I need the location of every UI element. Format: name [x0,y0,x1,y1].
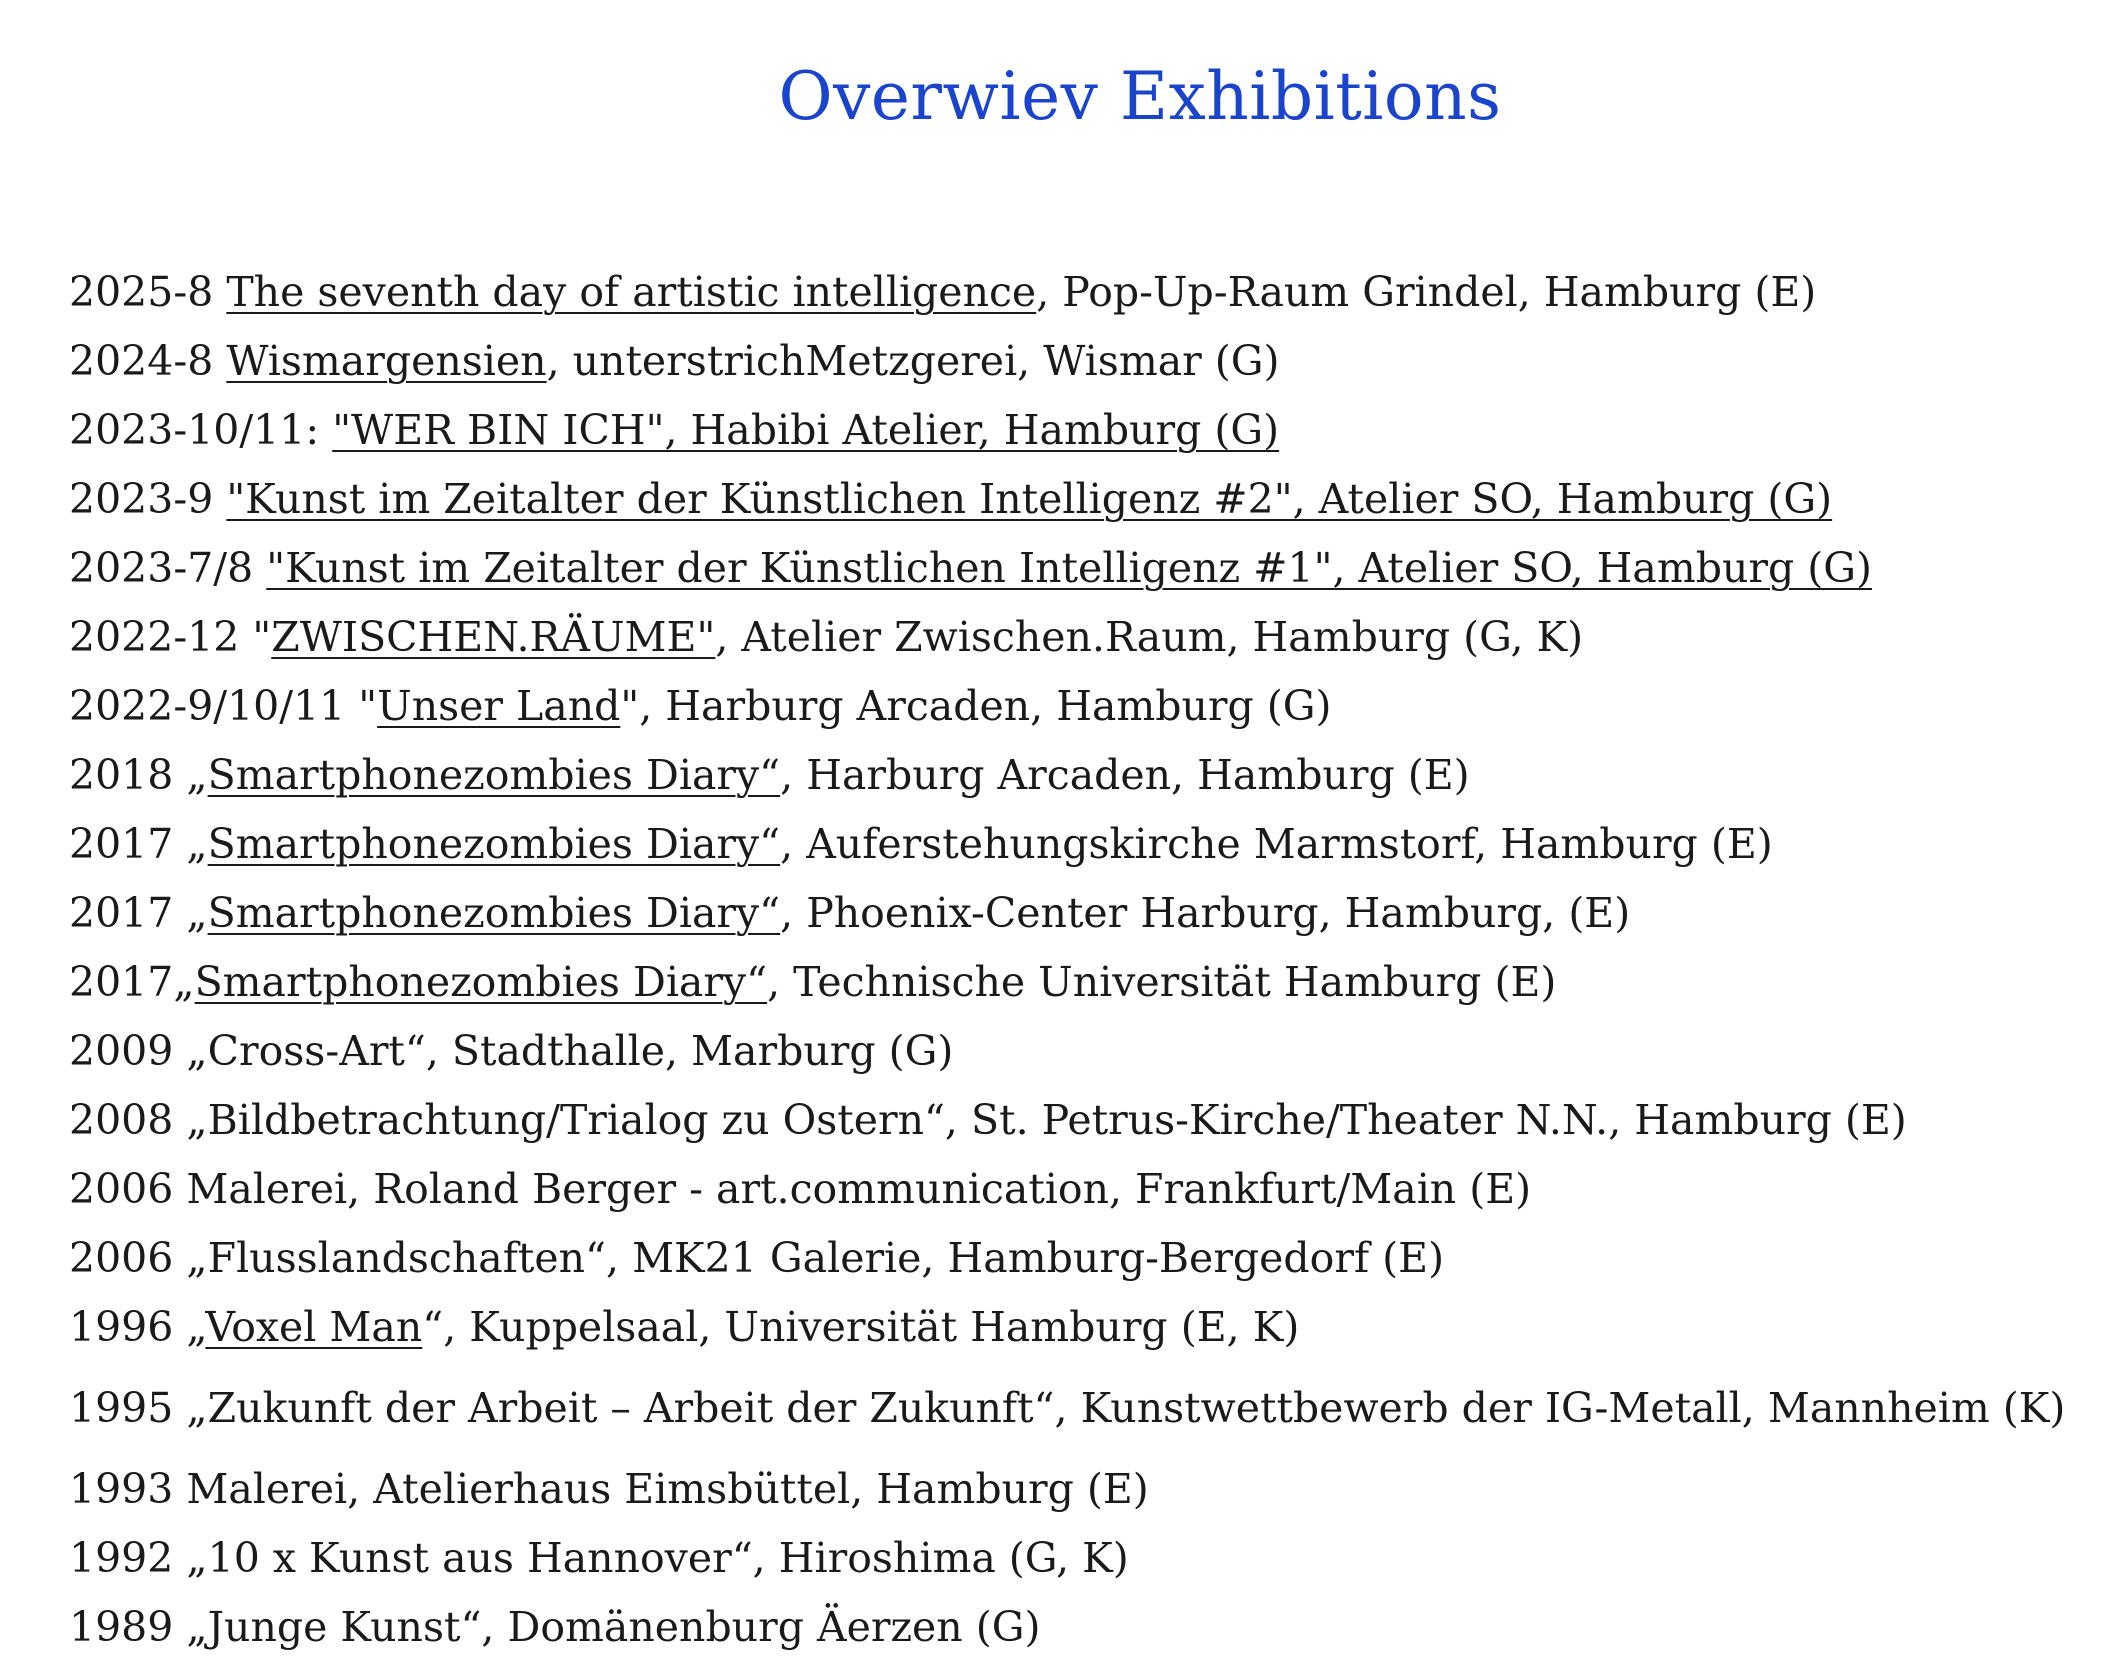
page-title: Overwiev Exhibitions [778,58,1502,135]
item-text: 2023-9 [69,475,227,523]
item-text: “, Kuppelsaal, Universität Hamburg (E, K) [422,1303,1300,1351]
list-item [69,741,2065,810]
exhibition-link[interactable]: Smartphonezombies Diary“ [207,820,781,868]
item-text: ", Harburg Arcaden, Hamburg (G) [620,682,1332,730]
item-text: 1992 „10 x Kunst aus Hannover“, Hiroshima (G, K) [69,1534,1129,1582]
item-text: 1995 „Zukunft der Arbeit – Arbeit der Zukunft“, Kunstwettbewerb der IG-Metall, Mannheim (K) [69,1384,2066,1432]
item-text: , Pop-Up-Raum Grindel, Hamburg (E) [1036,268,1817,316]
list-item [69,948,2065,1017]
list-item [69,327,2065,396]
list-item [69,1524,2065,1593]
list-item [69,465,2065,534]
list-item [69,879,2065,948]
item-text: 2006 „Flusslandschaften“, MK21 Galerie, Hamburg-Bergedorf (E) [69,1234,1445,1282]
list-item [69,1155,2065,1224]
list-item [69,1293,2065,1362]
item-text: 1993 Malerei, Atelierhaus Eimsbüttel, Hamburg (E) [69,1465,1149,1513]
item-text: 2018 „ [69,751,208,799]
exhibition-link[interactable]: Unser Land [377,682,621,730]
item-text: 2006 Malerei, Roland Berger - art.communication, Frankfurt/Main (E) [69,1165,1532,1213]
exhibition-link[interactable]: ZWISCHEN.RÄUME" [271,613,716,661]
item-text: 2022-12 " [69,613,272,661]
item-text: 2017 „ [69,889,208,937]
item-text: , Auferstehungskirche Marmstorf, Hamburg (E) [780,820,1773,868]
exhibition-link[interactable]: Wismargensien [226,337,547,385]
list-item [69,1017,2065,1086]
exhibition-link[interactable]: "Kunst im Zeitalter der Künstlichen Intelligenz #2", Atelier SO, Hamburg (G) [226,475,1833,523]
list-item [69,672,2065,741]
item-text: 2017 „ [69,820,208,868]
list-item [69,1374,2065,1443]
list-item [69,534,2065,603]
item-text: , Atelier Zwischen.Raum, Hamburg (G, K) [715,613,1584,661]
list-item [69,1593,2065,1662]
item-text: 2008 „Bildbetrachtung/Trialog zu Ostern“, St. Petrus-Kirche/Theater N.N., Hamburg (E) [69,1096,1907,1144]
list-item [69,1086,2065,1155]
item-text: , unterstrichMetzgerei, Wismar (G) [546,337,1280,385]
exhibition-link[interactable]: Smartphonezombies Diary“ [207,889,781,937]
item-text: 1989 „Junge Kunst“, Domänenburg Äerzen (G) [69,1603,1041,1651]
exhibition-link[interactable]: Voxel Man [205,1303,423,1351]
list-item [69,1455,2065,1524]
list-item [69,396,2065,465]
item-text: 1996 „ [69,1303,206,1351]
item-text: , Phoenix-Center Harburg, Hamburg, (E) [780,889,1631,937]
list-item [69,258,2065,327]
item-text: 2024-8 [69,337,227,385]
item-text: , Harburg Arcaden, Hamburg (E) [780,751,1470,799]
item-text: 2017„ [69,958,195,1006]
exhibition-link[interactable]: Smartphonezombies Diary“ [194,958,768,1006]
exhibition-link[interactable]: Smartphonezombies Diary“ [207,751,781,799]
exhibition-list [69,258,2065,1662]
exhibition-link[interactable]: "Kunst im Zeitalter der Künstlichen Intelligenz #1", Atelier SO, Hamburg (G) [266,544,1873,592]
list-item [69,810,2065,879]
item-text: , Technische Universität Hamburg (E) [767,958,1557,1006]
item-text: 2025-8 [69,268,227,316]
item-text: 2023-7/8 [69,544,267,592]
exhibition-link[interactable]: "WER BIN ICH", Habibi Atelier, Hamburg (G) [332,406,1280,454]
list-item [69,603,2065,672]
list-item [69,1224,2065,1293]
item-text: 2009 „Cross-Art“, Stadthalle, Marburg (G) [69,1027,954,1075]
item-text: 2022-9/10/11 " [69,682,378,730]
exhibition-link[interactable]: The seventh day of artistic intelligence [226,268,1037,316]
item-text: 2023-10/11: [69,406,333,454]
